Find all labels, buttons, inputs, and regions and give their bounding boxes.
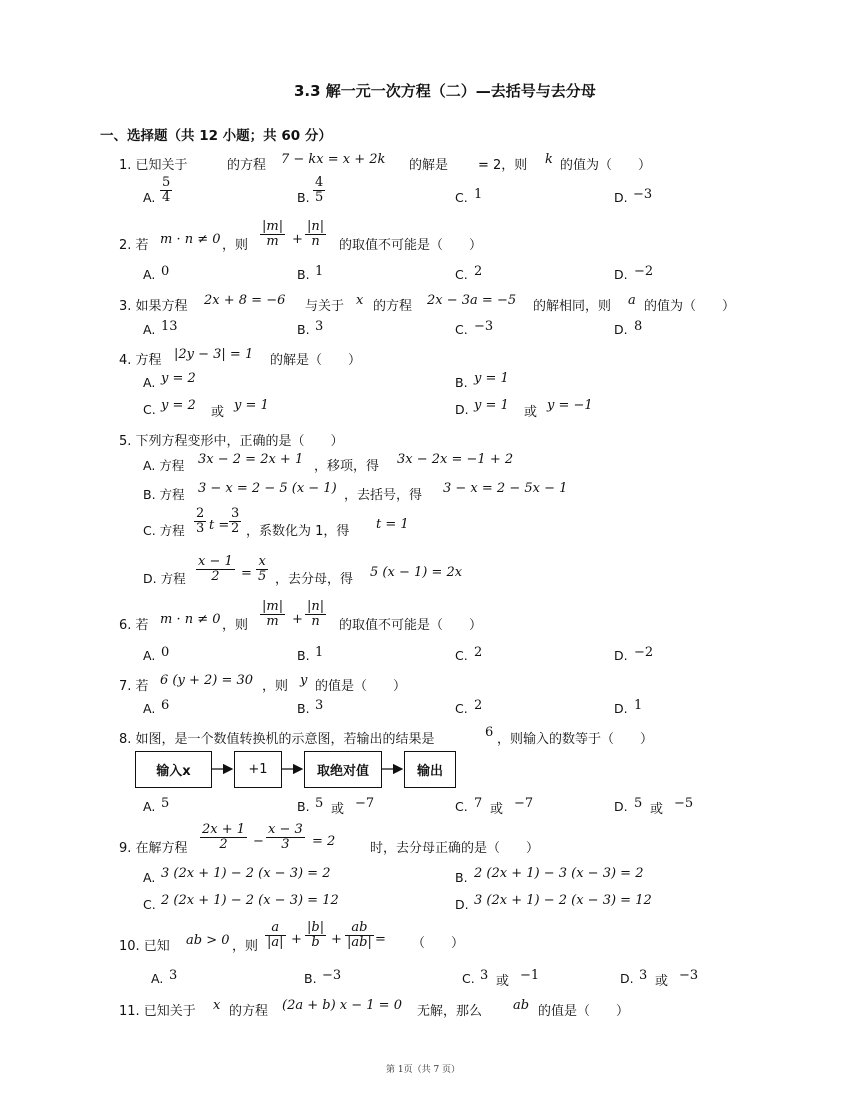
q6-option-d-value: −2	[634, 645, 654, 660]
q1-equation: 7 − kx = x + 2k	[281, 152, 386, 167]
q1-stem: 的解是	[409, 158, 449, 173]
q3-stem: 3. 如果方程	[119, 299, 188, 314]
q9-option-b-value: 2 (2x + 1) − 3 (x − 3) = 2	[474, 866, 644, 881]
q3-var-x: x	[356, 293, 364, 308]
q10-condition: ab > 0	[186, 933, 230, 948]
q7-equation: 6 (y + 2) = 30	[160, 673, 254, 688]
q1-option-b-fraction: $\frac{4}{5}$	[315, 175, 324, 206]
q4-option-c-value-2: y = 1	[234, 398, 269, 413]
q10-equals: =	[375, 932, 386, 947]
q4-option-d-or: 或	[524, 405, 538, 420]
q10-option-a[interactable]: A.	[151, 971, 164, 986]
q3-option-c[interactable]: C.	[455, 322, 468, 337]
q6-option-d[interactable]: D.	[614, 648, 628, 663]
q8-option-c-value-1: 7	[474, 796, 483, 811]
q5-option-d-fraction-1: $\frac{x - 1}{2}$	[198, 554, 233, 585]
q9-stem: 时，去分母正确的是（ ）	[370, 841, 540, 856]
q10-option-b-value: −3	[322, 968, 342, 983]
q5-option-d-equals: =	[241, 566, 252, 581]
q10-option-b[interactable]: B.	[304, 971, 317, 986]
q4-equation: |2y − 3| = 1	[174, 347, 254, 362]
q10-stem: 10. 已知	[119, 939, 170, 954]
q9-option-d-value: 3 (2x + 1) − 2 (x − 3) = 12	[474, 893, 652, 908]
q1-stem: 的方程	[227, 158, 267, 173]
q8-option-b-or: 或	[331, 802, 345, 817]
flow-box-plus-one: +1	[234, 751, 282, 788]
q9-option-a-value: 3 (2x + 1) − 2 (x − 3) = 2	[161, 866, 331, 881]
q8-option-d-value-1: 5	[634, 796, 643, 811]
q5-option-d-step: ，去分母，得	[275, 572, 354, 587]
q3-stem: 的方程	[373, 299, 413, 314]
q9-minus: −	[253, 834, 264, 849]
q2-option-a-value: 0	[161, 264, 170, 279]
q10-option-c-value-2: −1	[520, 968, 540, 983]
q2-plus: +	[292, 232, 303, 247]
q6-stem: ，则	[222, 618, 249, 633]
q2-option-c[interactable]: C.	[455, 267, 468, 282]
q1-option-a-fraction: $\frac{5}{4}$	[162, 175, 171, 206]
q6-plus: +	[292, 612, 303, 627]
q5-option-c-fraction-2: $\frac{3}{2}$	[231, 506, 240, 537]
q11-stem: 无解，那么	[417, 1004, 483, 1019]
q10-option-c-or: 或	[496, 974, 510, 989]
q2-option-b[interactable]: B.	[297, 267, 310, 282]
q10-option-c-value-1: 3	[480, 968, 489, 983]
q11-stem: 11. 已知关于	[119, 1004, 196, 1019]
q11-equation: (2a + b) x − 1 = 0	[282, 998, 402, 1013]
q6-option-c-value: 2	[474, 645, 483, 660]
q4-option-c-value-1: y = 2	[161, 398, 196, 413]
q6-stem: 6. 若	[119, 618, 149, 633]
q10-fraction-a: $\frac{a}{|a|}$	[267, 920, 284, 951]
q6-stem: 的取值不可能是（ ）	[339, 618, 483, 633]
q4-option-a[interactable]: A.	[143, 375, 156, 390]
q2-stem: 2. 若	[119, 238, 149, 253]
q2-option-b-value: 1	[315, 264, 324, 279]
q3-option-b-value: 3	[315, 319, 324, 334]
q4-option-d-value-2: y = −1	[547, 398, 593, 413]
q5-option-d-result: 5 (x − 1) = 2x	[370, 565, 463, 580]
q6-option-b-value: 1	[315, 645, 324, 660]
q4-option-c-or: 或	[211, 405, 225, 420]
q1-option-c[interactable]: C.	[455, 190, 468, 205]
q1-option-d[interactable]: D.	[614, 190, 628, 205]
q7-option-b-value: 3	[315, 698, 324, 713]
q9-option-a[interactable]: A.	[143, 870, 156, 885]
q3-option-d[interactable]: D.	[614, 322, 628, 337]
q7-option-b[interactable]: B.	[297, 701, 310, 716]
q4-option-d[interactable]: D.	[455, 402, 469, 417]
q9-option-b[interactable]: B.	[455, 870, 468, 885]
q5-option-c-result: t = 1	[376, 517, 409, 532]
q7-option-c[interactable]: C.	[455, 701, 468, 716]
q5-option-d-fraction-2: $\frac{x}{5}$	[258, 554, 267, 585]
q7-stem: 7. 若	[119, 679, 149, 694]
q5-option-a-step: ，移项，得	[314, 459, 380, 474]
q7-option-c-value: 2	[474, 698, 483, 713]
q7-stem: ，则	[262, 679, 289, 694]
q2-fraction-m: $\frac{|m|}{m}$	[262, 219, 284, 250]
q5-option-c-step: ，系数化为 1，得	[246, 524, 350, 539]
q4-option-d-value-1: y = 1	[474, 398, 509, 413]
q1-option-c-value: 1	[474, 187, 483, 202]
q2-option-c-value: 2	[474, 264, 483, 279]
flow-box-input: 输入x	[135, 751, 212, 788]
q8-value: 6	[485, 725, 494, 740]
q8-option-b-value-2: −7	[355, 796, 375, 811]
q9-option-c-value: 2 (2x + 1) − 2 (x − 3) = 12	[161, 893, 339, 908]
q9-equation-tail: = 2	[312, 834, 336, 849]
q5-option-c-t: t =	[209, 518, 230, 533]
q7-option-d-value: 1	[634, 698, 643, 713]
q11-var-ab: ab	[513, 998, 530, 1013]
q5-stem: 5. 下列方程变形中，正确的是（ ）	[119, 434, 344, 449]
q10-option-d-or: 或	[655, 974, 669, 989]
q9-fraction-1: $\frac{2x + 1}{2}$	[202, 822, 246, 853]
q2-condition: m · n ≠ 0	[160, 232, 221, 247]
page-footer: 第 1页（共 7 页）	[386, 1065, 461, 1075]
q6-option-a[interactable]: A.	[143, 648, 156, 663]
q1-var: k	[545, 152, 553, 167]
q1-value: = 2，则	[478, 158, 528, 173]
q8-option-a-value: 5	[161, 796, 170, 811]
q3-option-d-value: 8	[634, 319, 643, 334]
q3-stem: 的值为（ ）	[644, 299, 736, 314]
q11-stem: 的方程	[229, 1004, 269, 1019]
q4-option-a-value: y = 2	[161, 371, 196, 386]
q6-fraction-m: $\frac{|m|}{m}$	[262, 599, 284, 630]
q5-option-d[interactable]: D. 方程	[143, 571, 186, 586]
q10-stem: ，则	[232, 939, 259, 954]
q3-stem: 的解相同，则	[533, 299, 612, 314]
q6-option-b[interactable]: B.	[297, 648, 310, 663]
q9-fraction-2: $\frac{x - 3}{3}$	[268, 822, 303, 853]
q5-option-a-equation: 3x − 2 = 2x + 1	[198, 452, 304, 467]
q10-option-a-value: 3	[169, 968, 178, 983]
q7-var: y	[300, 673, 308, 688]
q9-stem: 9. 在解方程	[119, 841, 188, 856]
q8-option-d-value-2: −5	[674, 796, 694, 811]
q1-option-d-value: −3	[633, 187, 653, 202]
q11-stem: 的值是（ ）	[538, 1004, 630, 1019]
q4-stem: 的解是（ ）	[270, 353, 362, 368]
q10-option-d[interactable]: D.	[620, 971, 634, 986]
q1-option-b[interactable]: B.	[297, 190, 310, 205]
q5-option-b-equation: 3 − x = 2 − 5 (x − 1)	[198, 481, 337, 496]
page-title: 3.3 解一元一次方程（二）—去括号与去分母	[294, 82, 596, 100]
flow-box-output: 输出	[404, 751, 456, 788]
q5-option-c-fraction-1: $\frac{2}{3}$	[196, 506, 205, 537]
q3-option-a[interactable]: A.	[143, 322, 156, 337]
q10-option-d-value-1: 3	[639, 968, 648, 983]
q6-option-a-value: 0	[161, 645, 170, 660]
q10-fraction-b: $\frac{|b|}{b}$	[307, 920, 325, 951]
q2-fraction-n: $\frac{|n|}{n}$	[307, 219, 325, 250]
q9-option-c[interactable]: C.	[143, 897, 156, 912]
q3-option-c-value: −3	[474, 319, 494, 334]
q10-option-d-value-2: −3	[679, 968, 699, 983]
q7-option-d[interactable]: D.	[614, 701, 628, 716]
q2-option-d-value: −2	[634, 264, 654, 279]
q5-option-b-result: 3 − x = 2 − 5x − 1	[443, 481, 568, 496]
q8-option-c[interactable]: C.	[455, 799, 468, 814]
q7-option-a[interactable]: A.	[143, 701, 156, 716]
q2-option-d[interactable]: D.	[614, 267, 628, 282]
q3-equation-2: 2x − 3a = −5	[427, 293, 517, 308]
q1-option-a[interactable]: A.	[143, 190, 156, 205]
q1-stem: 的值为（ ）	[560, 158, 652, 173]
q8-option-d[interactable]: D.	[614, 799, 628, 814]
q3-option-a-value: 13	[161, 319, 178, 334]
q8-option-b[interactable]: B.	[297, 799, 310, 814]
q6-condition: m · n ≠ 0	[160, 612, 221, 627]
q10-fraction-ab: $\frac{ab}{|ab|}$	[347, 920, 372, 951]
q10-plus-2: +	[331, 932, 342, 947]
q3-stem: 与关于	[305, 299, 345, 314]
section-heading: 一、选择题（共 12 小题；共 60 分）	[100, 128, 332, 144]
q5-option-a-result: 3x − 2x = −1 + 2	[397, 452, 514, 467]
q9-option-d[interactable]: D.	[455, 897, 469, 912]
q8-stem: ，则输入的数等于（ ）	[497, 732, 654, 747]
q8-option-b-value-1: 5	[315, 796, 324, 811]
flow-box-absolute: 取绝对值	[304, 751, 382, 788]
q6-fraction-n: $\frac{|n|}{n}$	[307, 599, 325, 630]
q3-var-a: a	[628, 293, 636, 308]
q8-option-d-or: 或	[650, 802, 664, 817]
q10-plus-1: +	[291, 932, 302, 947]
q8-option-c-or: 或	[490, 802, 504, 817]
q2-stem: 的取值不可能是（ ）	[339, 238, 483, 253]
q5-option-a[interactable]: A. 方程	[143, 458, 185, 473]
q10-blank: （ ）	[412, 936, 465, 951]
q10-option-c[interactable]: C.	[462, 971, 475, 986]
q3-equation-1: 2x + 8 = −6	[204, 293, 286, 308]
q4-stem: 4. 方程	[119, 353, 162, 368]
q1-stem: 1. 已知关于	[119, 158, 188, 173]
q2-option-a[interactable]: A.	[143, 267, 156, 282]
q7-stem: 的值是（ ）	[315, 679, 407, 694]
q4-option-b[interactable]: B.	[455, 375, 468, 390]
q5-option-c[interactable]: C. 方程	[143, 523, 185, 538]
q3-option-b[interactable]: B.	[297, 322, 310, 337]
q4-option-b-value: y = 1	[474, 371, 509, 386]
q6-option-c[interactable]: C.	[455, 648, 468, 663]
q4-option-c[interactable]: C.	[143, 402, 156, 417]
q7-option-a-value: 6	[161, 698, 170, 713]
q5-option-b-step: ，去括号，得	[344, 488, 423, 503]
q8-option-c-value-2: −7	[514, 796, 534, 811]
q5-option-b[interactable]: B. 方程	[143, 487, 185, 502]
q8-stem: 8. 如图，是一个数值转换机的示意图，若输出的结果是	[119, 732, 435, 747]
q8-option-a[interactable]: A.	[143, 799, 156, 814]
q2-stem: ，则	[222, 238, 249, 253]
q11-var-x: x	[213, 998, 221, 1013]
